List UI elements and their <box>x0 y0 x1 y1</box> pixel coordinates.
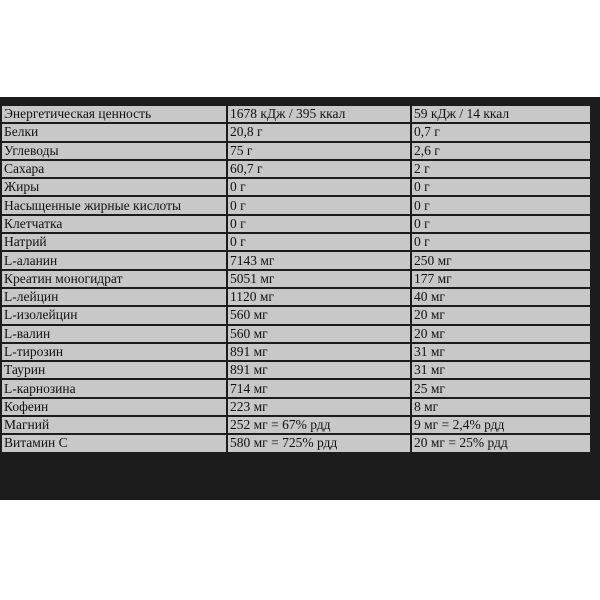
per-100g-value-cell: 1678 кДж / 395 ккал <box>228 106 410 122</box>
table-row <box>2 252 590 268</box>
nutrient-name-cell: Натрий <box>2 234 226 250</box>
per-100g-value-cell: 1120 мг <box>228 289 410 305</box>
per-serving-value-cell: 20 мг <box>412 307 590 323</box>
per-100g-value-cell: 560 мг <box>228 326 410 342</box>
table-row <box>2 380 590 396</box>
table-row <box>2 344 590 360</box>
nutrient-name-cell: L-аланин <box>2 252 226 268</box>
per-serving-value-cell: 20 мг <box>412 326 590 342</box>
table-row <box>2 124 590 140</box>
per-100g-value-cell: 714 мг <box>228 380 410 396</box>
table-row <box>2 179 590 195</box>
per-100g-value-cell: 580 мг = 725% рдд <box>228 435 410 451</box>
table-row <box>2 143 590 159</box>
table-row <box>2 106 590 122</box>
table-row <box>2 271 590 287</box>
per-serving-value-cell: 31 мг <box>412 362 590 378</box>
per-serving-value-cell: 40 мг <box>412 289 590 305</box>
nutrient-name-cell: Белки <box>2 124 226 140</box>
per-100g-value-cell: 0 г <box>228 179 410 195</box>
table-row <box>2 399 590 415</box>
per-100g-value-cell: 0 г <box>228 234 410 250</box>
table-row <box>2 435 590 451</box>
per-serving-value-cell: 177 мг <box>412 271 590 287</box>
nutrition-table <box>0 104 592 454</box>
nutrient-name-cell: L-карнозина <box>2 380 226 396</box>
table-row <box>2 362 590 378</box>
per-serving-value-cell: 59 кДж / 14 ккал <box>412 106 590 122</box>
table-row <box>2 216 590 232</box>
nutrient-name-cell: Витамин С <box>2 435 226 451</box>
per-100g-value-cell: 891 мг <box>228 362 410 378</box>
nutrient-name-cell: Жиры <box>2 179 226 195</box>
per-serving-value-cell: 8 мг <box>412 399 590 415</box>
nutrient-name-cell: Клетчатка <box>2 216 226 232</box>
nutrient-name-cell: L-валин <box>2 326 226 342</box>
per-serving-value-cell: 0,7 г <box>412 124 590 140</box>
table-row <box>2 417 590 433</box>
per-100g-value-cell: 252 мг = 67% рдд <box>228 417 410 433</box>
per-100g-value-cell: 60,7 г <box>228 161 410 177</box>
per-serving-value-cell: 0 г <box>412 179 590 195</box>
nutrient-name-cell: Насыщенные жирные кислоты <box>2 197 226 213</box>
per-serving-value-cell: 0 г <box>412 197 590 213</box>
nutrient-name-cell: Углеводы <box>2 143 226 159</box>
table-row <box>2 289 590 305</box>
per-serving-value-cell: 9 мг = 2,4% рдд <box>412 417 590 433</box>
per-100g-value-cell: 223 мг <box>228 399 410 415</box>
table-row <box>2 197 590 213</box>
nutrient-name-cell: Таурин <box>2 362 226 378</box>
per-serving-value-cell: 0 г <box>412 216 590 232</box>
per-serving-value-cell: 250 мг <box>412 252 590 268</box>
per-serving-value-cell: 2 г <box>412 161 590 177</box>
nutrient-name-cell: L-тирозин <box>2 344 226 360</box>
table-row <box>2 234 590 250</box>
nutrition-table-body <box>2 106 590 452</box>
nutrient-name-cell: Креатин моногидрат <box>2 271 226 287</box>
per-100g-value-cell: 0 г <box>228 197 410 213</box>
table-row <box>2 326 590 342</box>
per-100g-value-cell: 7143 мг <box>228 252 410 268</box>
per-100g-value-cell: 75 г <box>228 143 410 159</box>
per-serving-value-cell: 20 мг = 25% рдд <box>412 435 590 451</box>
per-100g-value-cell: 0 г <box>228 216 410 232</box>
per-100g-value-cell: 560 мг <box>228 307 410 323</box>
nutrient-name-cell: L-изолейцин <box>2 307 226 323</box>
per-100g-value-cell: 20,8 г <box>228 124 410 140</box>
table-row <box>2 161 590 177</box>
per-serving-value-cell: 2,6 г <box>412 143 590 159</box>
per-100g-value-cell: 891 мг <box>228 344 410 360</box>
per-100g-value-cell: 5051 мг <box>228 271 410 287</box>
nutrient-name-cell: Сахара <box>2 161 226 177</box>
per-serving-value-cell: 25 мг <box>412 380 590 396</box>
per-serving-value-cell: 31 мг <box>412 344 590 360</box>
nutrient-name-cell: Магний <box>2 417 226 433</box>
nutrient-name-cell: L-лейцин <box>2 289 226 305</box>
nutrient-name-cell: Кофеин <box>2 399 226 415</box>
table-row <box>2 307 590 323</box>
per-serving-value-cell: 0 г <box>412 234 590 250</box>
nutrient-name-cell: Энергетическая ценность <box>2 106 226 122</box>
